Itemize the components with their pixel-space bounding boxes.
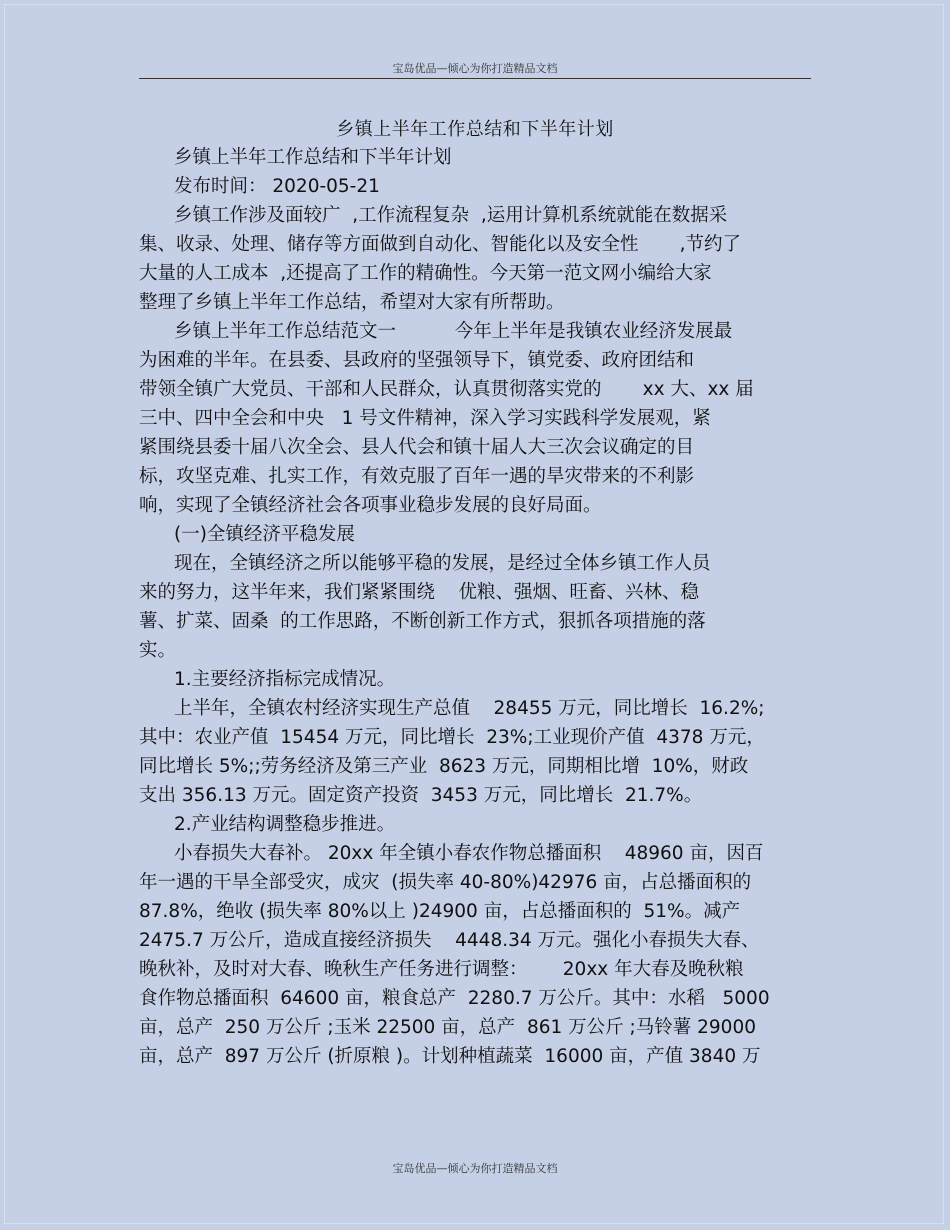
body-line: 晚秋补，及时对大春、晚秋生产任务进行调整： 20xx 年大春及晚秋粮	[139, 959, 744, 980]
body-line: 整理了乡镇上半年工作总结，希望对大家有所帮助。	[139, 292, 565, 313]
header-rule	[139, 78, 811, 79]
body-line: 2475.7 万公斤，造成直接经济损失 4448.34 万元。强化小春损失大春、	[139, 930, 760, 951]
section-heading: (一)全镇经济平稳发展	[174, 524, 355, 545]
body-line: 年一遇的干旱全部受灾，成灾 (损失率 40-80%)42976 亩，占总播面积的	[139, 872, 752, 893]
body-line: 乡镇上半年工作总结范文一 今年上半年是我镇农业经济发展最	[174, 321, 733, 342]
body-line: 食作物总播面积 64600 亩，粮食总产 2280.7 万公斤。其中：水稻 5000	[139, 988, 770, 1009]
body-line: 来的努力，这半年来，我们紧紧围绕 优粮、强烟、旺畜、兴林、稳	[139, 582, 700, 603]
body-line: 现在，全镇经济之所以能够平稳的发展，是经过全体乡镇工作人员	[174, 553, 711, 574]
body-line: 响，实现了全镇经济社会各项事业稳步发展的良好局面。	[139, 495, 602, 516]
body-line: 其中：农业产值 15454 万元，同比增长 23%;工业现价产值 4378 万元，	[139, 727, 765, 748]
body-line: 87.8%，绝收 (损失率 80%以上 )24900 亩，占总播面积的 51%。减产	[139, 901, 741, 922]
body-line: 乡镇工作涉及面较广 ,工作流程复杂 ,运用计算机系统就能在数据采	[174, 205, 728, 226]
body-line: 小春损失大春补。 20xx 年全镇小春农作物总播面积 48960 亩，因百	[174, 843, 764, 864]
body-line: 实。	[139, 640, 177, 661]
body-line: 上半年，全镇农村经济实现生产总值 28455 万元，同比增长 16.2%;	[174, 698, 765, 719]
body-line: 为困难的半年。在县委、县政府的坚强领导下，镇党委、政府团结和	[139, 350, 695, 371]
document-body	[139, 143, 819, 1071]
body-line: 发布时间： 2020-05-21	[174, 176, 380, 197]
body-line: 支出 356.13 万元。固定资产投资 3453 万元，同比增长 21.7%。	[139, 785, 703, 806]
body-line: 乡镇上半年工作总结和下半年计划	[174, 147, 452, 168]
subsection-heading: 1.主要经济指标完成情况。	[174, 669, 396, 690]
body-line: 带领全镇广大党员、干部和人民群众，认真贯彻落实党的 xx 大、xx 届	[139, 379, 754, 400]
body-line: 薯、扩菜、固桑 的工作思路，不断创新工作方式，狠抓各项措施的落	[139, 611, 706, 632]
document-title: 乡镇上半年工作总结和下半年计划	[336, 119, 614, 140]
subsection-heading: 2.产业结构调整稳步推进。	[174, 814, 396, 835]
body-line: 亩，总产 897 万公斤 (折原粮 )。计划种植蔬菜 16000 亩，产值 3840 万	[139, 1046, 761, 1067]
body-line: 同比增长 5%;;劳务经济及第三产业 8623 万元，同期相比增 10%，财政	[139, 756, 749, 777]
body-line: 大量的人工成本 ,还提高了工作的精确性。今天第一范文网小编给大家	[139, 263, 712, 284]
body-line: 三中、四中全会和中央 1 号文件精神，深入学习实践科学发展观，紧	[139, 408, 711, 429]
body-line: 标，攻坚克难、扎实工作，有效克服了百年一遇的旱灾带来的不利影	[139, 466, 695, 487]
page-header: 宝岛优品—倾心为你打造精品文档	[392, 62, 558, 75]
body-line: 亩，总产 250 万公斤 ;玉米 22500 亩，总产 861 万公斤 ;马铃薯 29000	[139, 1017, 756, 1038]
body-line: 紧围绕县委十届八次全会、县人代会和镇十届人大三次会议确定的目	[139, 437, 695, 458]
page-footer: 宝岛优品—倾心为你打造精品文档	[392, 1162, 558, 1175]
body-line: 集、收录、处理、储存等方面做到自动化、智能化以及安全性 ,节约了	[139, 234, 742, 255]
